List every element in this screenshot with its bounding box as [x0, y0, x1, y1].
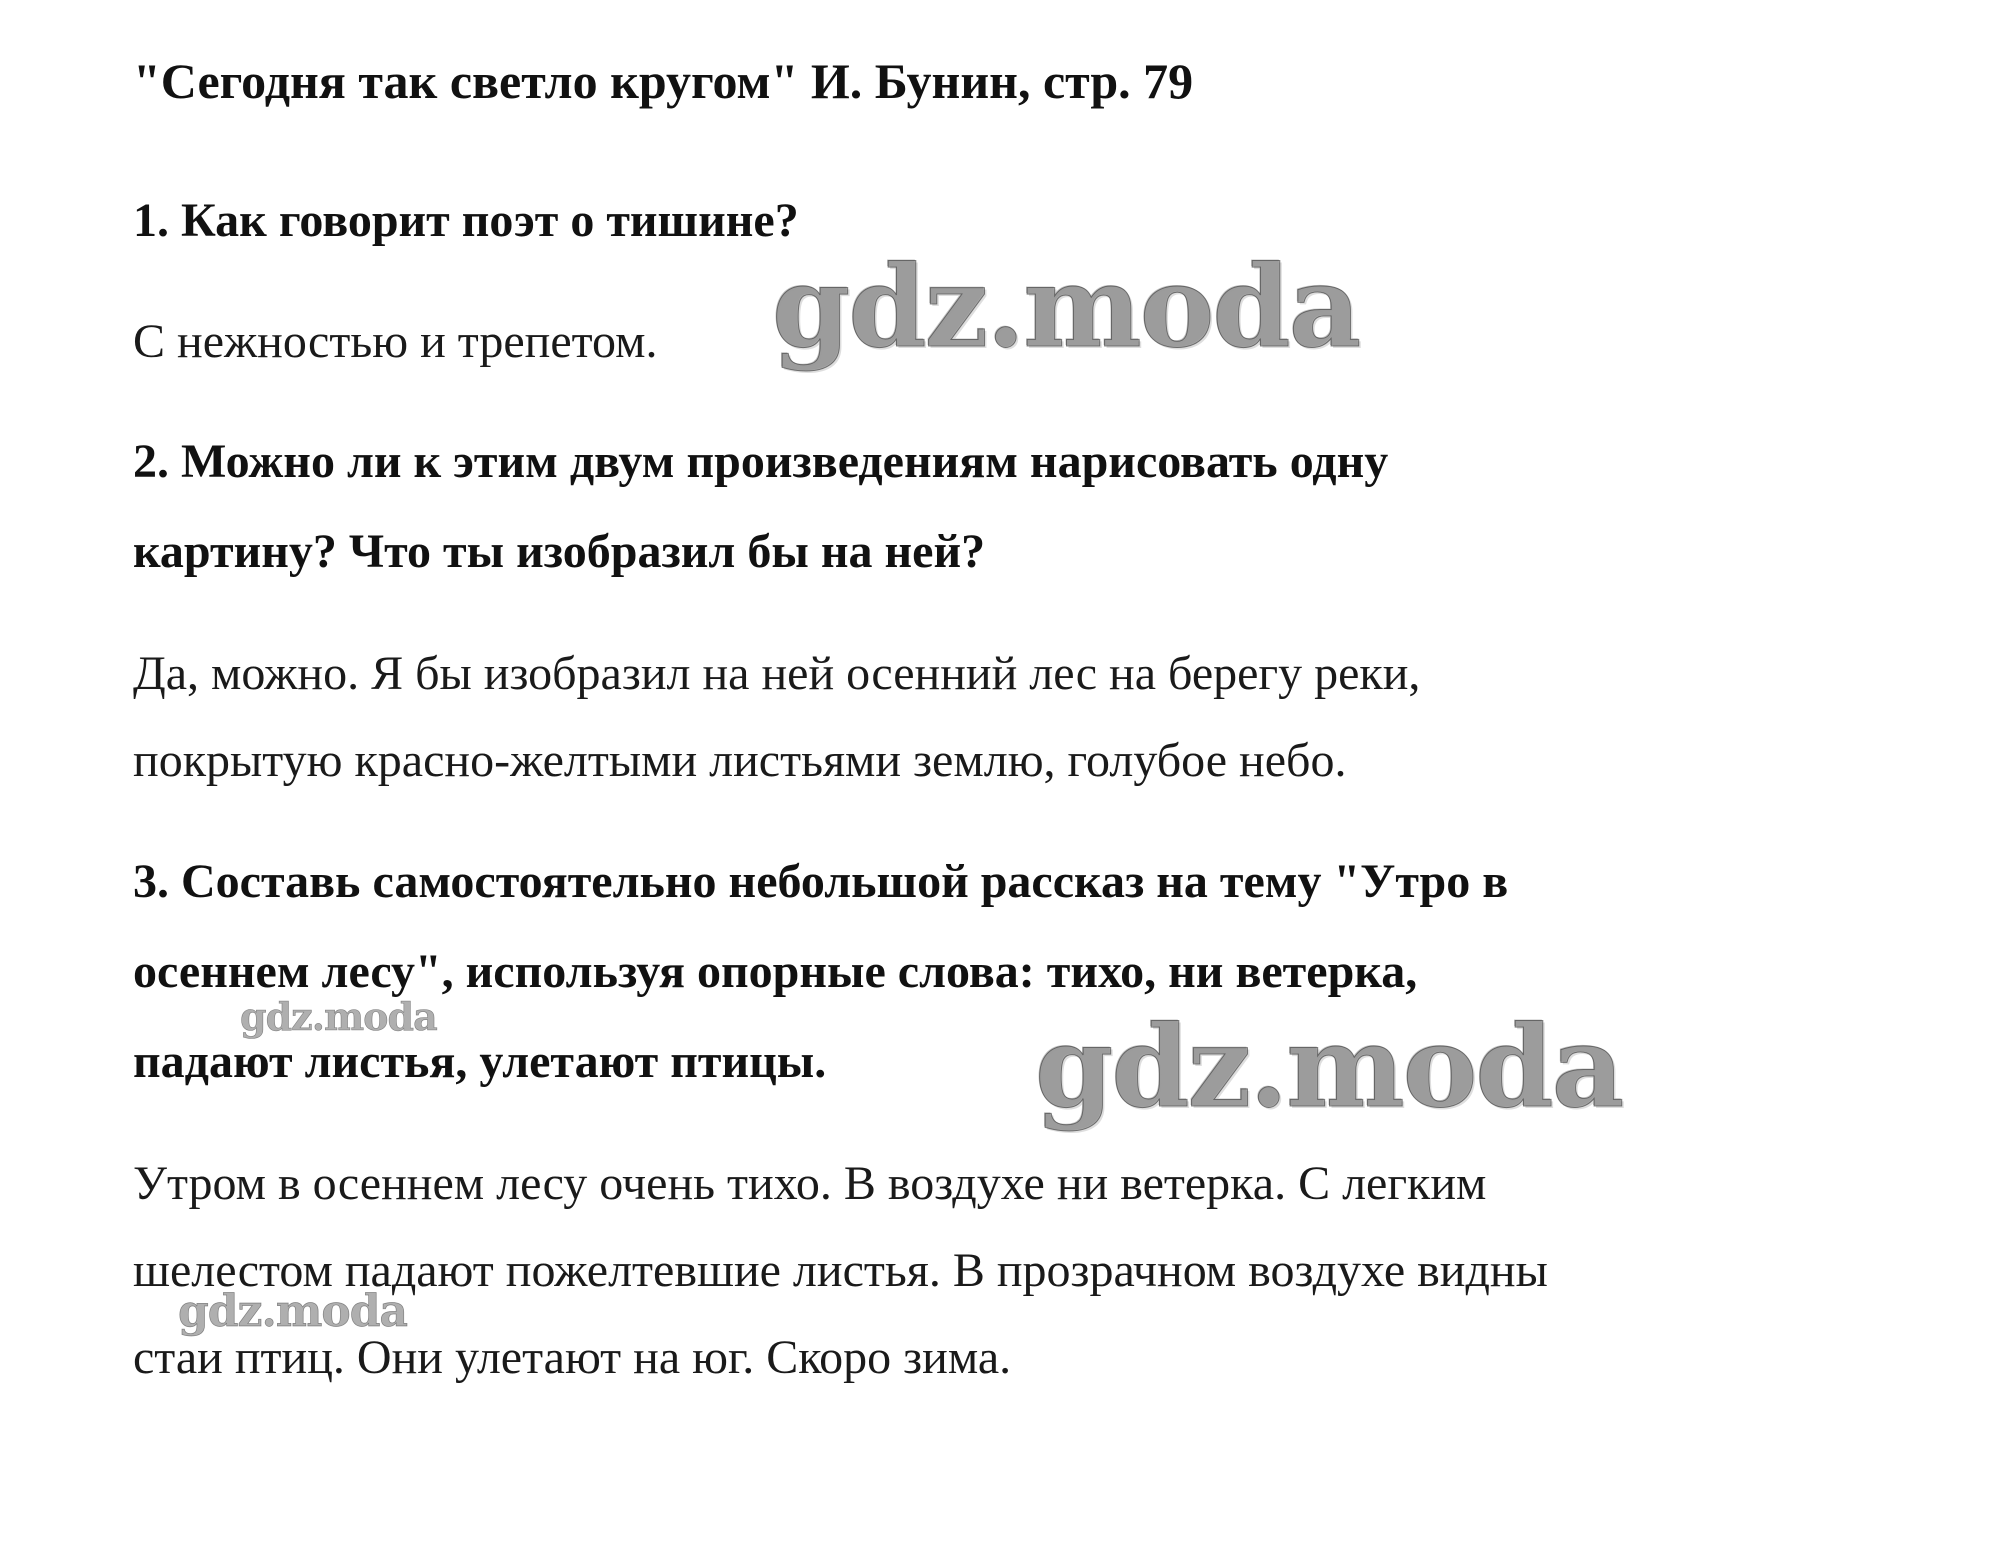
- question-1-line-1: 1. Как говорит поэт о тишине?: [133, 194, 799, 247]
- page-title: "Сегодня так светло кругом" И. Бунин, стр. 79: [133, 53, 1194, 109]
- question-2-line-1: 2. Можно ли к этим двум произведениям нарисовать одну: [133, 435, 1389, 488]
- watermark-large-1: gdz.moda: [772, 242, 1360, 373]
- answer-2-line-2: покрытую красно-желтыми листьями землю, голубое небо.: [133, 734, 1347, 787]
- watermark-small-2: gdz.moda: [178, 1286, 408, 1337]
- question-3-line-1: 3. Составь самостоятельно небольшой рассказ на тему "Утро в: [133, 855, 1509, 908]
- answer-3-line-3: стаи птиц. Они улетают на юг. Скоро зима.: [133, 1331, 1012, 1384]
- question-3-line-2: осеннем лесу", используя опорные слова: тихо, ни ветерка,: [133, 945, 1418, 998]
- answer-1-line-1: С нежностью и трепетом.: [133, 315, 658, 368]
- watermark-small-1: gdz.moda: [240, 994, 437, 1039]
- answer-2-line-1: Да, можно. Я бы изобразил на ней осенний лес на берегу реки,: [133, 647, 1421, 700]
- answer-3-line-2: шелестом падают пожелтевшие листья. В прозрачном воздухе видны: [133, 1244, 1548, 1297]
- question-3-line-3: падают листья, улетают птицы.: [133, 1035, 827, 1088]
- question-2-line-2: картину? Что ты изобразил бы на ней?: [133, 525, 986, 578]
- watermark-large-2: gdz.moda: [1035, 1002, 1623, 1133]
- answer-3-line-1: Утром в осеннем лесу очень тихо. В воздухе ни ветерка. С легким: [133, 1157, 1487, 1210]
